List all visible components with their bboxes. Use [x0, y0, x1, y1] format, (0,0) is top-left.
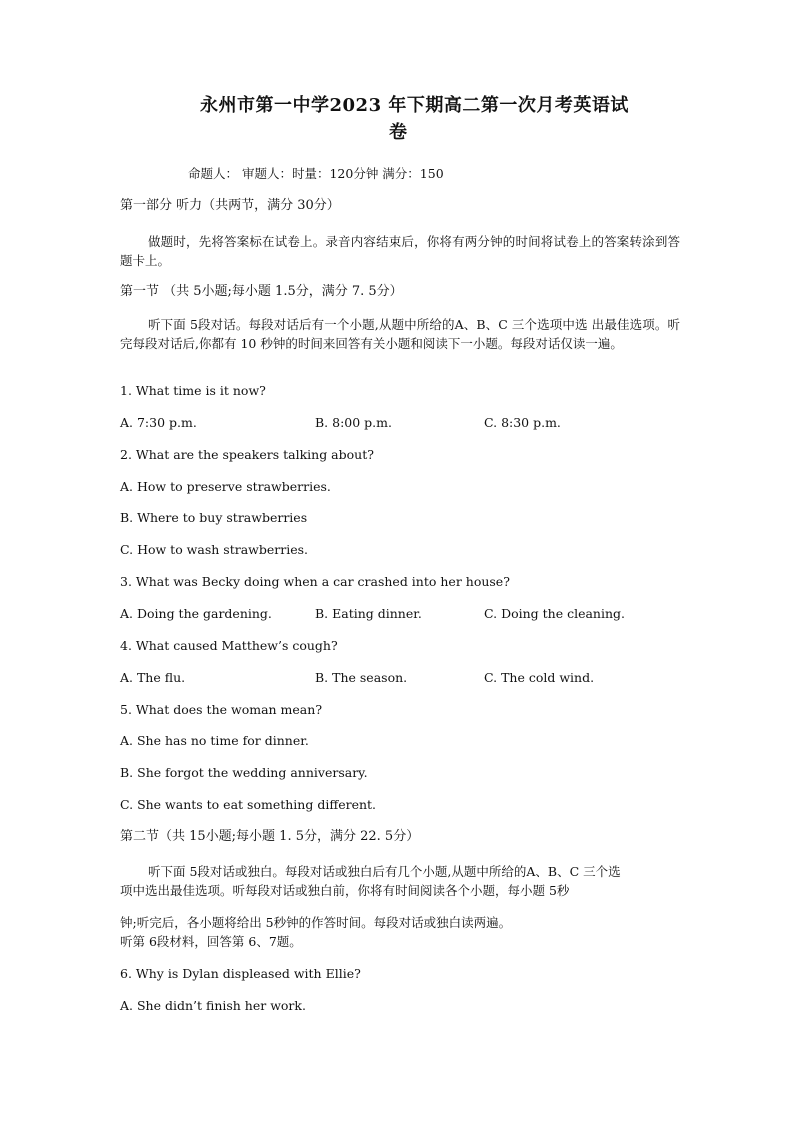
question-4-option-a: A. The flu. [120, 670, 186, 685]
part1-heading: 第一部分 听力（共两节，满分 30分） [120, 198, 340, 213]
question-1-option-a: A. 7:30 p.m. [120, 415, 197, 430]
question-4-stem: 4. What caused Matthew’s cough? [120, 638, 338, 653]
section2-material-note: 听第 6段材料，回答第 6、7题。 [120, 934, 302, 949]
question-3-option-b: B. Eating dinner. [315, 606, 422, 621]
question-3-option-a: A. Doing the gardening. [120, 606, 272, 621]
exam-title-line2: 卷 [389, 122, 408, 143]
question-2-option-c: C. How to wash strawberries. [120, 542, 308, 557]
question-6-option-a: A. She didn’t finish her work. [120, 998, 306, 1013]
section1-heading: 第一节 （共 5小题;每小题 1.5分，满分 7. 5分） [120, 284, 403, 299]
exam-title-line1: 永州市第一中学2023 年下期高二第一次月考英语试 [200, 95, 629, 116]
question-2-option-a: A. How to preserve strawberries. [120, 479, 331, 494]
question-3-stem: 3. What was Becky doing when a car crashed into her house? [120, 574, 510, 589]
section2-instructions-line1: 听下面 5段对话或独白。每段对话或独白后有几个小题,从题中所给的A、B、C 三个选 [148, 864, 621, 879]
question-6-stem: 6. Why is Dylan displeased with Ellie? [120, 966, 361, 981]
question-5-stem: 5. What does the woman mean? [120, 702, 323, 717]
question-1-option-b: B. 8:00 p.m. [315, 415, 392, 430]
question-1-stem: 1. What time is it now? [120, 383, 266, 398]
question-5-option-a: A. She has no time for dinner. [120, 733, 309, 748]
section2-heading: 第二节（共 15小题;每小题 1. 5分，满分 22. 5分） [120, 829, 420, 844]
question-2-stem: 2. What are the speakers talking about? [120, 447, 374, 462]
question-2-option-b: B. Where to buy strawberries [120, 510, 308, 525]
section1-instructions: 听下面 5段对话。每段对话后有一个小题,从题中所给的A、B、C 三个选项中选 出最佳选项。听完每段对话后,你都有 10 秒钟的时间来回答有关小题和阅读下一小题。每段对话仅读一遍。 [120, 317, 680, 351]
question-1-option-c: C. 8:30 p.m. [484, 415, 561, 430]
question-3-option-c: C. Doing the cleaning. [484, 606, 626, 621]
question-4-option-b: B. The season. [315, 670, 408, 685]
question-5-option-c: C. She wants to eat something different. [120, 797, 377, 812]
section2-instructions-line2: 项中选出最佳选项。听每段对话或独白前，你将有时间阅读各个小题，每小题 5秒 [120, 883, 570, 898]
exam-meta: 命题人： 审题人：时量：120分钟 满分：150 [188, 166, 444, 181]
question-4-option-c: C. The cold wind. [484, 670, 595, 685]
part1-intro: 做题时，先将答案标在试卷上。录音内容结束后，你将有两分钟的时间将试卷上的答案转涂到答题卡上。 [120, 234, 680, 268]
question-5-option-b: B. She forgot the wedding anniversary. [120, 765, 368, 780]
section2-instructions-line3: 钟;听完后，各小题将给出 5秒钟的作答时间。每段对话或独白读两遍。 [120, 915, 512, 930]
